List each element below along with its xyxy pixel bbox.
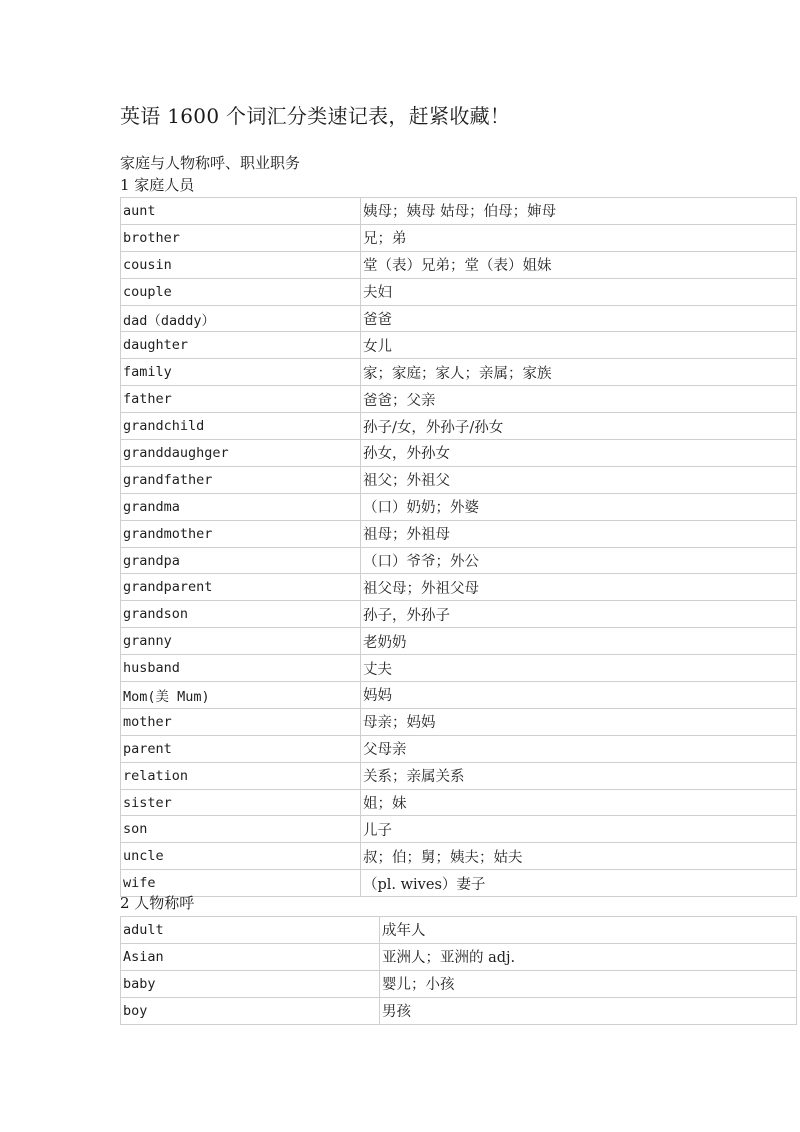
chinese-meaning-cell: 亚洲人；亚洲的 adj. (380, 943, 797, 970)
table-row (121, 601, 797, 628)
group-heading-person-titles: 2 人物称呼 (120, 894, 195, 912)
english-word-cell: granny (121, 628, 361, 655)
table-row (121, 789, 797, 816)
vocab-table-person-titles (120, 916, 797, 1025)
table-row (121, 816, 797, 843)
chinese-meaning-cell: 男孩 (380, 997, 797, 1024)
chinese-meaning-cell: 兄；弟 (361, 224, 797, 251)
english-word-cell: grandmother (121, 520, 361, 547)
chinese-meaning-cell: 姐；妹 (361, 789, 797, 816)
table-row (121, 224, 797, 251)
chinese-meaning-cell: 成年人 (380, 917, 797, 944)
english-word-cell: aunt (121, 198, 361, 225)
chinese-meaning-cell: （口）爷爷；外公 (361, 547, 797, 574)
chinese-meaning-cell: 叔；伯；舅；姨夫；姑夫 (361, 843, 797, 870)
chinese-meaning-cell: 夫妇 (361, 278, 797, 305)
chinese-meaning-cell: 关系；亲属关系 (361, 762, 797, 789)
english-word-cell: relation (121, 762, 361, 789)
english-word-cell: daughter (121, 332, 361, 359)
table-row (121, 440, 797, 467)
table-row (121, 970, 797, 997)
table-row (121, 278, 797, 305)
chinese-meaning-cell: 祖父母；外祖父母 (361, 574, 797, 601)
english-word-cell: grandfather (121, 466, 361, 493)
section-heading: 家庭与人物称呼、职业职务 (120, 154, 301, 172)
table-row (121, 735, 797, 762)
chinese-meaning-cell: （口）奶奶；外婆 (361, 493, 797, 520)
table-row (121, 843, 797, 870)
table-row (121, 386, 797, 413)
chinese-meaning-cell: 孙子，外孙子 (361, 601, 797, 628)
english-word-cell: grandma (121, 493, 361, 520)
vocab-table-family-members (120, 197, 797, 897)
english-word-cell: Mom(美 Mum) (121, 682, 361, 709)
chinese-meaning-cell: （pl. wives）妻子 (361, 870, 797, 897)
table-row (121, 762, 797, 789)
table-row (121, 997, 797, 1024)
english-word-cell: dad（daddy） (121, 305, 361, 332)
chinese-meaning-cell: 姨母；姨母 姑母；伯母；婶母 (361, 198, 797, 225)
english-word-cell: baby (121, 970, 380, 997)
chinese-meaning-cell: 孙女，外孙女 (361, 440, 797, 467)
table-row (121, 413, 797, 440)
chinese-meaning-cell: 爸爸 (361, 305, 797, 332)
chinese-meaning-cell: 老奶奶 (361, 628, 797, 655)
english-word-cell: husband (121, 655, 361, 682)
table-row (121, 520, 797, 547)
english-word-cell: sister (121, 789, 361, 816)
english-word-cell: grandchild (121, 413, 361, 440)
english-word-cell: parent (121, 735, 361, 762)
chinese-meaning-cell: 堂（表）兄弟；堂（表）姐妹 (361, 251, 797, 278)
english-word-cell: grandpa (121, 547, 361, 574)
english-word-cell: son (121, 816, 361, 843)
english-word-cell: boy (121, 997, 380, 1024)
english-word-cell: cousin (121, 251, 361, 278)
english-word-cell: adult (121, 917, 380, 944)
english-word-cell: grandparent (121, 574, 361, 601)
english-word-cell: uncle (121, 843, 361, 870)
english-word-cell: granddaughger (121, 440, 361, 467)
english-word-cell: Asian (121, 943, 380, 970)
table-row (121, 305, 797, 332)
chinese-meaning-cell: 儿子 (361, 816, 797, 843)
table-row (121, 198, 797, 225)
table-row (121, 574, 797, 601)
chinese-meaning-cell: 祖母；外祖母 (361, 520, 797, 547)
chinese-meaning-cell: 孙子/女，外孙子/孙女 (361, 413, 797, 440)
table-row (121, 359, 797, 386)
english-word-cell: couple (121, 278, 361, 305)
english-word-cell: wife (121, 870, 361, 897)
table-row (121, 655, 797, 682)
table-row (121, 332, 797, 359)
chinese-meaning-cell: 女儿 (361, 332, 797, 359)
english-word-cell: brother (121, 224, 361, 251)
chinese-meaning-cell: 母亲；妈妈 (361, 708, 797, 735)
english-word-cell: father (121, 386, 361, 413)
chinese-meaning-cell: 婴儿；小孩 (380, 970, 797, 997)
table-row (121, 251, 797, 278)
table-row (121, 917, 797, 944)
chinese-meaning-cell: 祖父；外祖父 (361, 466, 797, 493)
group-heading-family-members: 1 家庭人员 (120, 176, 195, 194)
document-title: 英语 1600 个词汇分类速记表，赶紧收藏！ (120, 104, 511, 128)
table-row (121, 493, 797, 520)
table-row (121, 466, 797, 493)
english-word-cell: grandson (121, 601, 361, 628)
english-word-cell: mother (121, 708, 361, 735)
table-row (121, 870, 797, 897)
table-row (121, 943, 797, 970)
chinese-meaning-cell: 爸爸；父亲 (361, 386, 797, 413)
chinese-meaning-cell: 丈夫 (361, 655, 797, 682)
table-row (121, 547, 797, 574)
table-row (121, 682, 797, 709)
chinese-meaning-cell: 妈妈 (361, 682, 797, 709)
english-word-cell: family (121, 359, 361, 386)
table-row (121, 628, 797, 655)
chinese-meaning-cell: 父母亲 (361, 735, 797, 762)
table-row (121, 708, 797, 735)
chinese-meaning-cell: 家；家庭；家人；亲属；家族 (361, 359, 797, 386)
